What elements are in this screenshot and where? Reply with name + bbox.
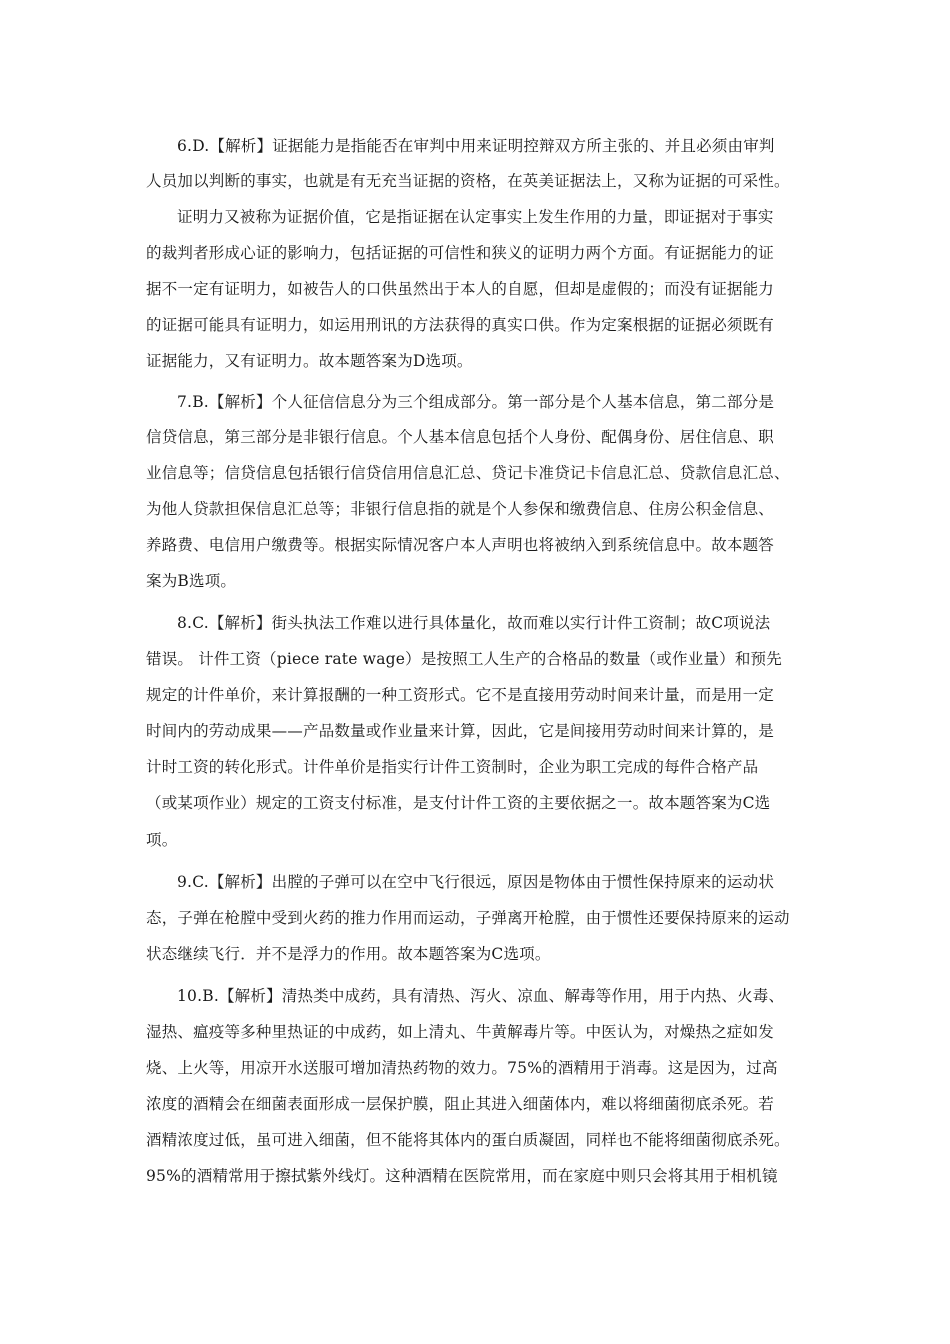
text-line: 8.C.【解析】街头执法工作难以进行具体量化，故而难以实行计件工资制；故C项说法 [177,614,771,632]
text-line: 6.D.【解析】证据能力是指能否在审判中用来证明控辩双方所主张的、并且必须由审判 [177,137,775,155]
text-line: 案为B选项。 [146,572,237,590]
text-line: （或某项作业）规定的工资支付标准，是支付计件工资的主要依据之一。故本题答案为C选 [146,794,771,812]
text-line: 信贷信息，第三部分是非银行信息。个人基本信息包括个人身份、配偶身份、居住信息、职 [146,428,775,446]
text-line: 7.B.【解析】个人征信信息分为三个组成部分。第一部分是个人基本信息，第二部分是 [177,393,775,411]
text-line: 10.B.【解析】清热类中成药，具有清热、泻火、凉血、解毒等作用，用于内热、火毒、 [177,987,785,1005]
text-line: 计时工资的转化形式。计件单价是指实行计件工资制时，企业为职工完成的每件合格产品 [146,758,759,776]
text-line: 时间内的劳动成果——产品数量或作业量来计算，因此，它是间接用劳动时间来计算的，是 [146,722,775,740]
text-line: 的证据可能具有证明力，如运用刑讯的方法获得的真实口供。作为定案根据的证据必须既有 [146,316,775,334]
text-line: 养路费、电信用户缴费等。根据实际情况客户本人声明也将被纳入到系统信息中。故本题答 [146,536,775,554]
text-line: 的裁判者形成心证的影响力，包括证据的可信性和狭义的证明力两个方面。有证据能力的证 [146,244,775,262]
text-line: 95%的酒精常用于擦拭紫外线灯。这种酒精在医院常用，而在家庭中则只会将其用于相机镜 [146,1167,778,1185]
text-line: 证明力又被称为证据价值，它是指证据在认定事实上发生作用的力量，即证据对于事实 [177,208,774,226]
text-line: 态，子弹在枪膛中受到火药的推力作用而运动，子弹离开枪膛，由于惯性还要保持原来的运动 [146,909,790,927]
text-line: 为他人贷款担保信息汇总等；非银行信息指的就是个人参保和缴费信息、住房公积金信息、 [146,500,775,518]
text-line: 状态继续飞行．并不是浮力的作用。故本题答案为C选项。 [146,945,551,963]
text-line: 据不一定有证明力，如被告人的口供虽然出于本人的自愿，但却是虚假的；而没有证据能力 [146,280,775,298]
text-line: 9.C.【解析】出膛的子弹可以在空中飞行很远，原因是物体由于惯性保持原来的运动状 [177,873,775,891]
text-line: 业信息等；信贷信息包括银行信贷信用信息汇总、贷记卡准贷记卡信息汇总、贷款信息汇总、 [146,464,790,482]
text-line: 湿热、瘟疫等多种里热证的中成药，如上清丸、牛黄解毒片等。中医认为，对燥热之症如发 [146,1023,775,1041]
text-line: 规定的计件单价，来计算报酬的一种工资形式。它不是直接用劳动时间来计量，而是用一定 [146,686,775,704]
text-line: 烧、上火等，用凉开水送服可增加清热药物的效力。75%的酒精用于消毒。这是因为，过高 [146,1059,778,1077]
text-line: 错误。 计件工资（piece rate wage）是按照工人生产的合格品的数量（或作业量）和预先 [146,650,782,668]
text-line: 项。 [146,831,178,849]
text-line: 浓度的酒精会在细菌表面形成一层保护膜，阻止其进入细菌体内，难以将细菌彻底杀死。若 [146,1095,775,1113]
text-line: 人员加以判断的事实，也就是有无充当证据的资格，在英美证据法上，又称为证据的可采性。 [146,172,790,190]
text-line: 酒精浓度过低，虽可进入细菌，但不能将其体内的蛋白质凝固，同样也不能将细菌彻底杀死。 [146,1131,790,1149]
text-line: 证据能力，又有证明力。故本题答案为D选项。 [146,352,473,370]
